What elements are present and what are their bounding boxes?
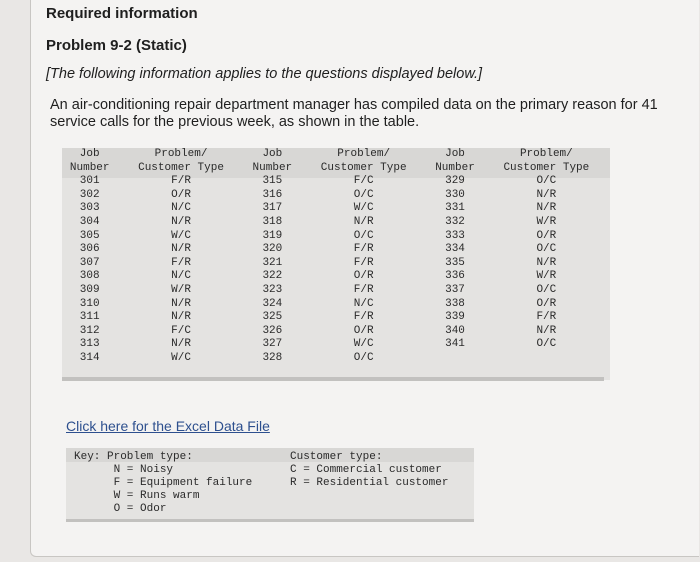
problem-type-cell: O/C (353, 351, 374, 364)
problem-type-cell: N/R (171, 297, 191, 310)
problem-type-cell: O/C (536, 283, 557, 296)
job-number-cell: 319 (262, 229, 283, 242)
table-row (62, 311, 610, 325)
problem-type-cell: N/C (171, 270, 191, 283)
customer-type-key-line: C = Commercial customer (290, 464, 442, 476)
problem-type-cell: O/R (171, 188, 191, 201)
problem-type-cell: W/R (171, 283, 191, 296)
job-number-cell: 327 (262, 338, 283, 351)
table-row (62, 230, 610, 244)
problem-customer-type-header (483, 148, 610, 175)
job-number-cell: 320 (262, 243, 283, 256)
job-number-cell: 337 (445, 283, 465, 296)
job-number-cell: 334 (445, 243, 465, 256)
header-line: Problem/ (519, 148, 573, 160)
job-number-cell: 341 (445, 338, 465, 351)
table-row (62, 325, 610, 339)
problem-type-cell: F/R (353, 283, 374, 296)
problem-type-cell: O/C (353, 188, 374, 201)
problem-type-cell (483, 352, 610, 366)
job-number-cell: 304 (79, 215, 100, 228)
table-row (62, 284, 610, 298)
job-number-cell: 302 (79, 188, 100, 201)
problem-type-cell: F/C (353, 175, 374, 188)
problem-type-cell: W/C (353, 202, 374, 215)
problem-type-key (74, 451, 252, 516)
job-number-cell: 312 (79, 324, 100, 337)
problem-type-cell: N/C (171, 202, 191, 215)
job-number-cell: 313 (79, 338, 100, 351)
job-number-cell: 308 (79, 270, 100, 283)
job-number-cell: 328 (262, 351, 283, 364)
job-number-cell: 333 (445, 229, 465, 242)
customer-type-key (290, 451, 448, 490)
table-row (62, 270, 610, 284)
job-number-header (245, 148, 300, 175)
problem-type-cell: W/R (536, 270, 557, 283)
problem-type-cell: O/C (536, 243, 557, 256)
problem-type-cell: W/C (171, 351, 191, 364)
table-row (62, 202, 610, 216)
key-bottom-rule (66, 519, 474, 522)
problem-type-cell: N/R (536, 324, 557, 337)
job-number-cell: 315 (262, 175, 283, 188)
job-number-cell: 330 (445, 188, 465, 201)
problem-type-cell: N/R (536, 188, 557, 201)
job-number-cell: 317 (262, 202, 283, 215)
job-number-cell: 316 (262, 188, 283, 201)
header-line: Customer Type (138, 161, 224, 174)
data-table (62, 148, 610, 366)
job-number-cell: 314 (79, 351, 100, 364)
job-number-cell: 303 (79, 202, 100, 215)
problem-type-key-line: W = Runs warm (74, 490, 200, 502)
problem-type-cell: O/C (536, 175, 557, 188)
problem-type-cell: O/R (353, 270, 374, 283)
customer-type-key-line: Customer type: (290, 451, 383, 463)
table-row (62, 257, 610, 271)
problem-type-cell: F/C (171, 324, 191, 337)
job-number-cell: 305 (79, 229, 100, 242)
problem-type-cell: O/C (353, 229, 374, 242)
problem-type-key-line: F = Equipment failure (74, 477, 253, 489)
required-information-heading: Required information (46, 5, 198, 22)
problem-type-key-line: Key: Problem type: (74, 451, 193, 463)
job-number-cell: 339 (445, 311, 465, 324)
service-calls-table (62, 148, 610, 380)
problem-type-cell: F/R (171, 256, 191, 269)
table-row (62, 216, 610, 230)
problem-description: An air-conditioning repair department manager has compiled data on the primary reason for 41 service calls for the previous week, as shown in the table. (50, 97, 658, 130)
problem-type-cell: F/R (171, 175, 191, 188)
header-line: Job (79, 148, 100, 160)
table-row (62, 338, 610, 352)
table-row (62, 243, 610, 257)
header-line: Problem/ (337, 148, 391, 160)
job-number-cell: 301 (79, 175, 100, 188)
problem-type-cell: N/R (171, 311, 191, 324)
job-number-header (62, 148, 117, 175)
job-number-cell: 332 (445, 215, 465, 228)
customer-type-key-line: R = Residential customer (290, 477, 449, 489)
problem-type-key-line: O = Odor (74, 503, 167, 515)
job-number-cell: 310 (79, 297, 100, 310)
problem-type-cell: F/R (353, 311, 374, 324)
job-number-cell: 335 (445, 256, 465, 269)
job-number-cell: 322 (262, 270, 283, 283)
header-line: Number (435, 161, 475, 174)
problem-customer-type-header (117, 148, 244, 175)
header-line: Problem/ (154, 148, 208, 160)
problem-type-cell: N/R (353, 215, 374, 228)
problem-customer-type-header (300, 148, 427, 175)
job-number-header (427, 148, 482, 175)
job-number-cell: 324 (262, 297, 283, 310)
problem-type-cell: W/R (536, 215, 557, 228)
problem-type-cell: O/R (536, 297, 557, 310)
problem-title: Problem 9-2 (Static) (46, 37, 187, 54)
job-number-cell (427, 352, 482, 366)
problem-type-cell: N/R (536, 202, 557, 215)
key-box (66, 448, 474, 522)
problem-type-cell: W/C (353, 338, 374, 351)
instruction-note: [The following information applies to the questions displayed below.] (46, 66, 483, 82)
job-number-cell: 318 (262, 215, 283, 228)
problem-type-cell: N/R (171, 338, 191, 351)
job-number-cell: 323 (262, 283, 283, 296)
problem-type-cell: O/R (536, 229, 557, 242)
job-number-cell: 307 (79, 256, 100, 269)
excel-data-file-link[interactable]: Click here for the Excel Data File (66, 418, 270, 434)
problem-type-cell: N/R (171, 243, 191, 256)
header-line: Customer Type (320, 161, 407, 174)
job-number-cell: 331 (445, 202, 465, 215)
problem-type-cell: N/C (353, 297, 374, 310)
problem-type-cell: F/R (353, 243, 374, 256)
problem-type-cell: N/R (536, 256, 557, 269)
job-number-cell: 338 (445, 297, 465, 310)
problem-type-cell: F/R (536, 311, 557, 324)
job-number-cell: 321 (262, 256, 283, 269)
problem-type-cell: F/R (353, 256, 374, 269)
job-number-cell: 325 (262, 311, 283, 324)
header-line: Number (69, 161, 110, 174)
job-number-cell: 309 (79, 283, 100, 296)
table-row (62, 298, 610, 312)
job-number-cell: 306 (79, 243, 100, 256)
header-line: Job (262, 148, 283, 160)
table-row (62, 189, 610, 203)
table-bottom-rule (62, 377, 604, 381)
header-line: Job (445, 148, 465, 160)
job-number-cell: 326 (262, 324, 283, 337)
problem-type-cell: W/C (171, 229, 191, 242)
table-row (62, 175, 610, 189)
table-body (62, 175, 610, 365)
problem-type-key-line: N = Noisy (74, 464, 174, 476)
job-number-cell: 329 (445, 175, 465, 188)
header-line: Number (252, 161, 293, 174)
job-number-cell: 311 (79, 311, 100, 324)
header-line: Customer Type (503, 161, 590, 174)
problem-type-cell: N/R (171, 215, 191, 228)
problem-type-cell: O/R (353, 324, 374, 337)
job-number-cell: 340 (445, 324, 465, 337)
table-row (62, 352, 610, 366)
job-number-cell: 336 (445, 270, 465, 283)
table-header-row (62, 148, 610, 175)
problem-type-cell: O/C (536, 338, 557, 351)
